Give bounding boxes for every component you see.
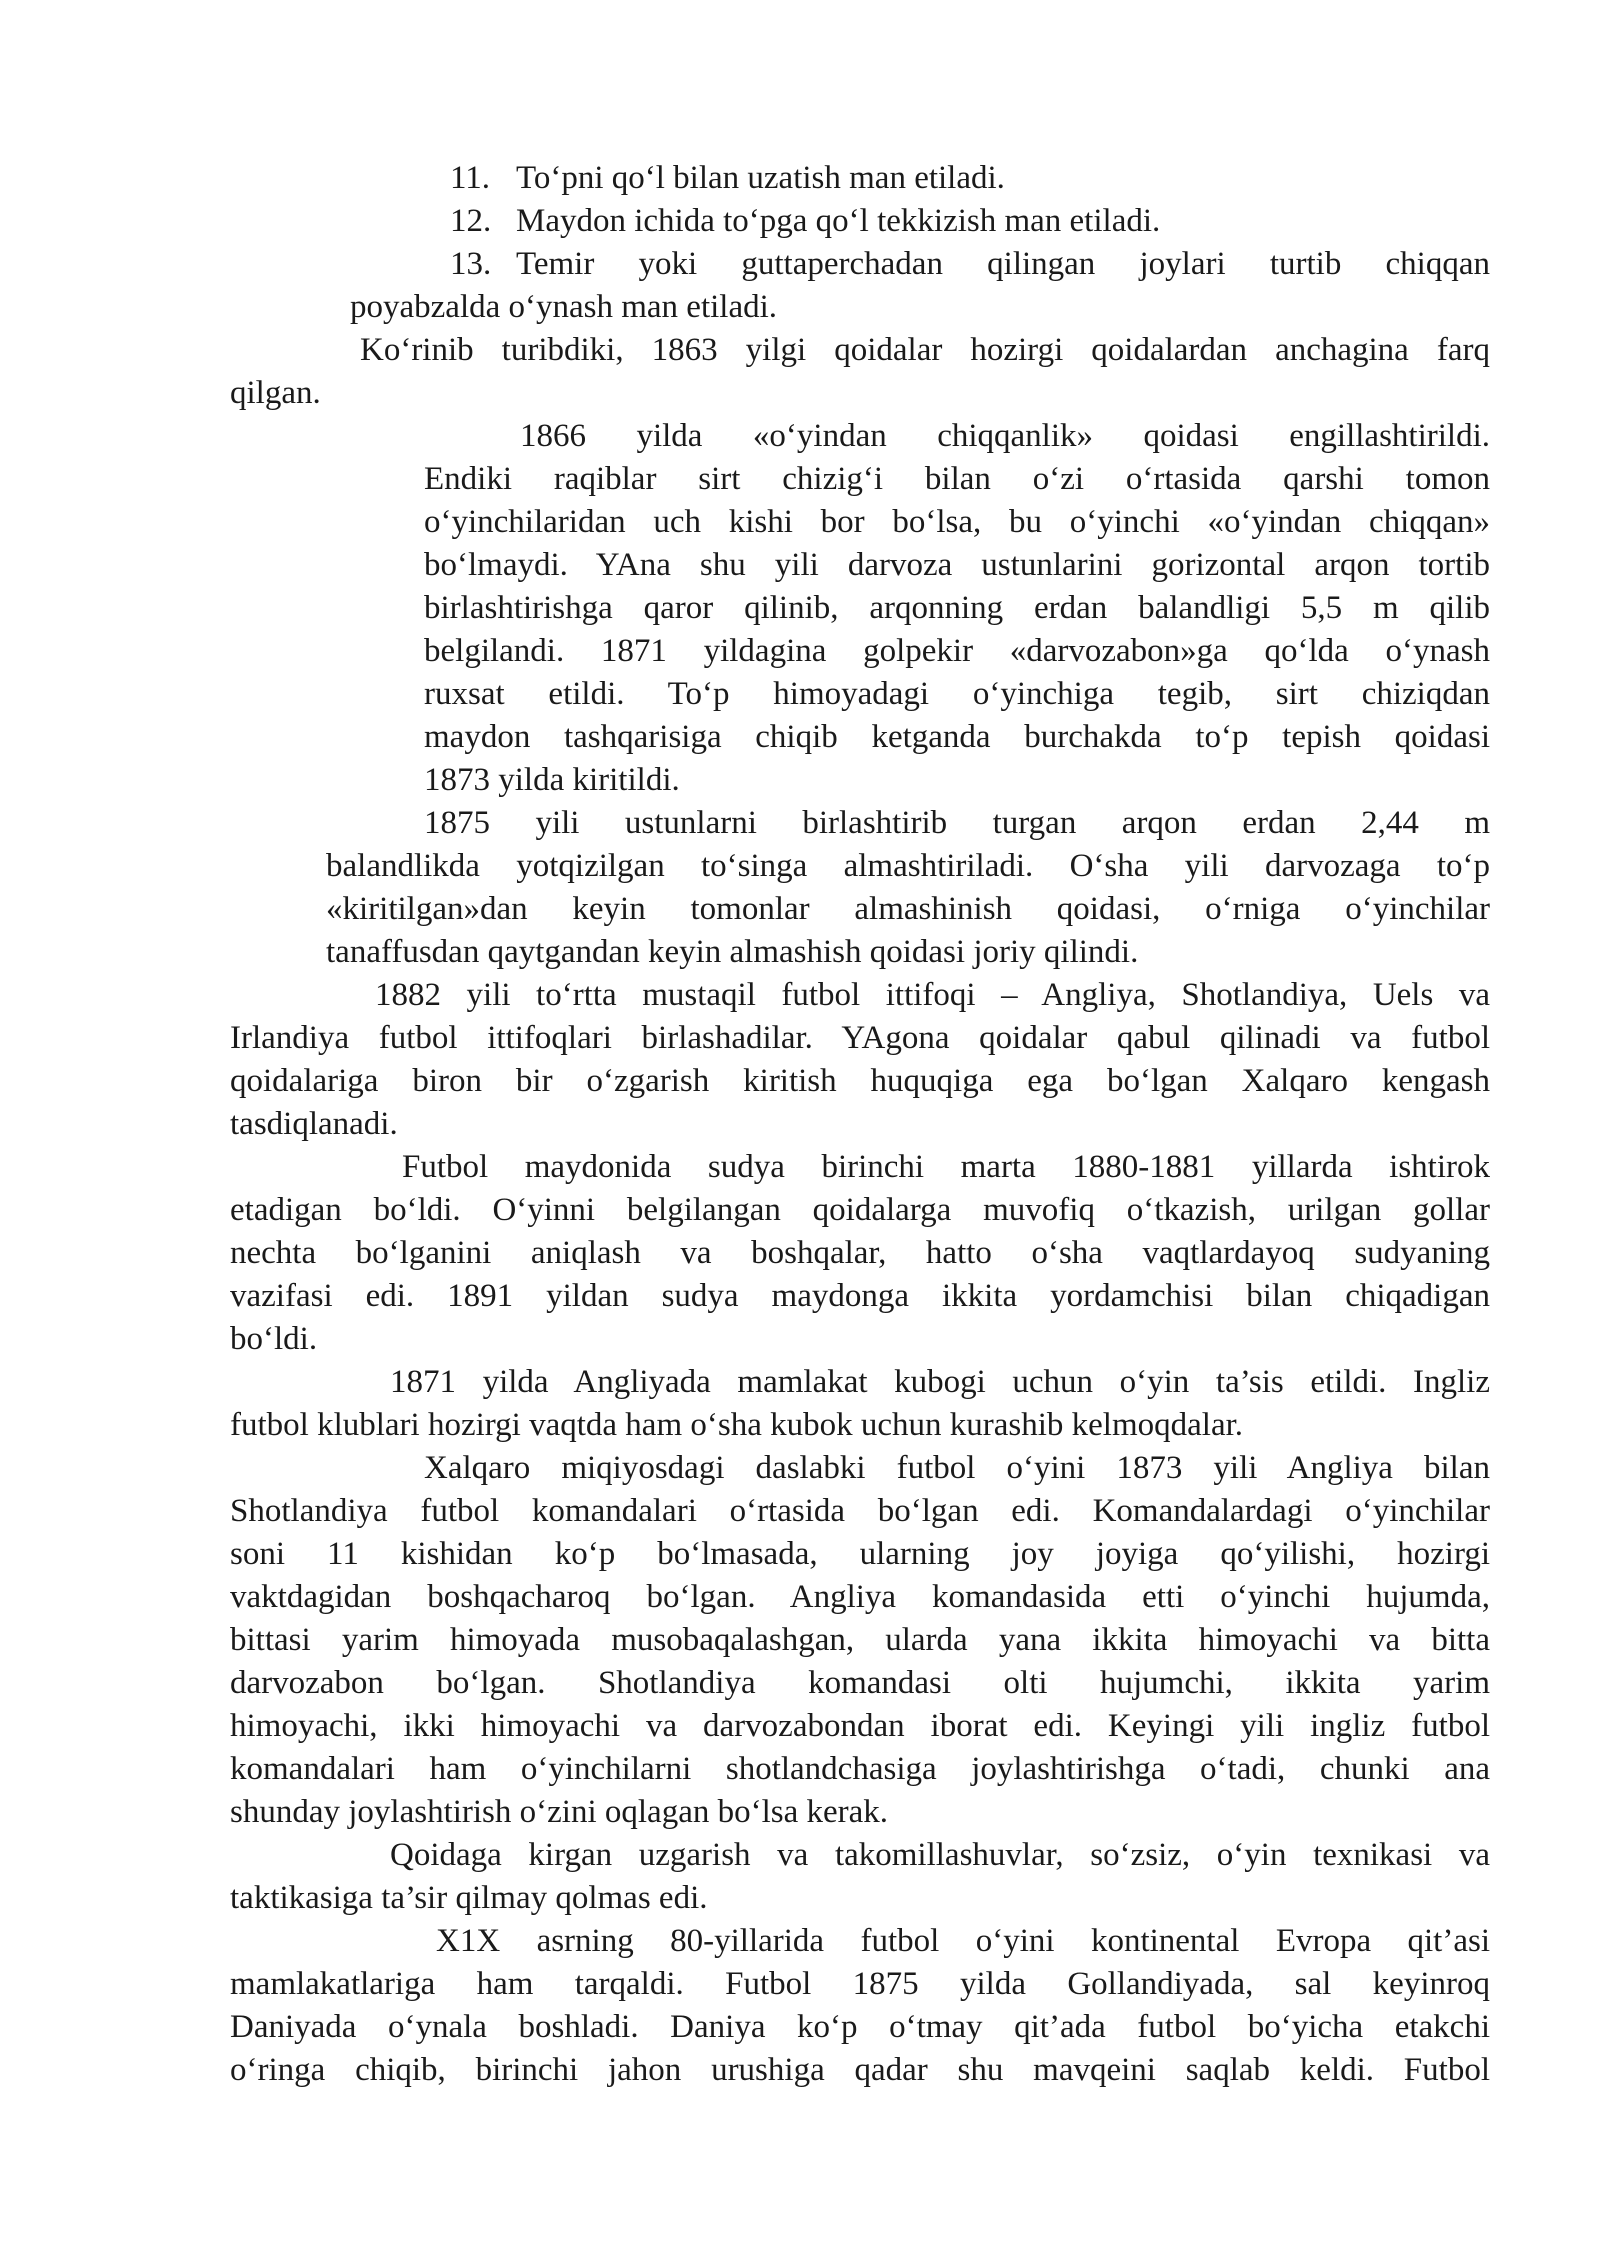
text-line: Xalqaro miqiyosdagi daslabki futbol o‘yini 1873 yili Angliya bilan	[424, 1450, 1490, 1486]
list-item	[450, 243, 1490, 286]
text-line: Endiki raqiblar sirt chizig‘i bilan o‘zi o‘rtasida qarshi tomon	[424, 461, 1490, 497]
list-text: To‘pni qo‘l bilan uzatish man etiladi.	[516, 160, 1005, 196]
text-line: Qoidaga kirgan uzgarish va takomillashuvlar, so‘zsiz, o‘yin texnikasi va	[390, 1837, 1490, 1873]
text-line: Futbol maydonida sudya birinchi marta 1880-1881 yillarda ishtirok	[402, 1149, 1490, 1185]
text-line: soni 11 kishidan ko‘p bo‘lmasada, ularning joy joyiga qo‘yilishi, hozirgi	[230, 1536, 1490, 1572]
text-line: 1866 yilda «o‘yindan chiqqanlik» qoidasi engillashtirildi.	[520, 418, 1490, 454]
text-line: qoidalariga biron bir o‘zgarish kiritish huquqiga ega bo‘lgan Xalqaro kengash	[230, 1063, 1490, 1099]
list-number: 11.	[450, 160, 491, 196]
text-line: X1X asrning 80-yillarida futbol o‘yini kontinental Evropa qit’asi	[436, 1923, 1490, 1959]
text-line: komandalari ham o‘yinchilarni shotlandchasiga joylashtirishga o‘tadi, chunki ana	[230, 1751, 1490, 1787]
text-line: shunday joylashtirish o‘zini oqlagan bo‘lsa kerak.	[230, 1794, 889, 1830]
list-item	[450, 157, 1005, 200]
text-line: qilgan.	[230, 375, 321, 411]
text-line: nechta bo‘lganini aniqlash va boshqalar, hatto o‘sha vaqtlardayoq sudyaning	[230, 1235, 1490, 1271]
text-line: bittasi yarim himoyada musobaqalashgan, ularda yana ikkita himoyachi va bitta	[230, 1622, 1490, 1658]
text-line: vaktdagidan boshqacharoq bo‘lgan. Angliya komandasida etti o‘yinchi hujumda,	[230, 1579, 1490, 1615]
text-line: ruxsat etildi. To‘p himoyadagi o‘yinchiga tegib, sirt chiziqdan	[424, 676, 1490, 712]
text-line: Ko‘rinib turibdiki, 1863 yilgi qoidalar hozirgi qoidalardan anchagina farq	[360, 332, 1490, 368]
list-item	[450, 200, 1160, 243]
text-line: belgilandi. 1871 yildagina golpekir «darvozabon»ga qo‘lda o‘ynash	[424, 633, 1490, 669]
text-line: birlashtirishga qaror qilinib, arqonning erdan balandligi 5,5 m qilib	[424, 590, 1490, 626]
list-number: 12.	[450, 203, 492, 239]
text-line: Irlandiya futbol ittifoqlari birlashadilar. YAgona qoidalar qabul qilinadi va futbol	[230, 1020, 1490, 1056]
text-line: etadigan bo‘ldi. O‘yinni belgilangan qoidalarga muvofiq o‘tkazish, urilgan gollar	[230, 1192, 1490, 1228]
list-text: Maydon ichida to‘pga qo‘l tekkizish man etiladi.	[516, 203, 1161, 239]
text-line: 1873 yilda kiritildi.	[424, 762, 680, 798]
text-line: bo‘ldi.	[230, 1321, 318, 1357]
text-line: darvozabon bo‘lgan. Shotlandiya komandasi olti hujumchi, ikkita yarim	[230, 1665, 1490, 1701]
text-line: tasdiqlanadi.	[230, 1106, 398, 1142]
text-line: 1882 yili to‘rtta mustaqil futbol ittifoqi – Angliya, Shotlandiya, Uels va	[375, 977, 1490, 1013]
list-number: 13.	[450, 246, 492, 282]
text-line: o‘yinchilaridan uch kishi bor bo‘lsa, bu o‘yinchi «o‘yindan chiqqan»	[424, 504, 1490, 540]
text-line: 1875 yili ustunlarni birlashtirib turgan arqon erdan 2,44 m	[424, 805, 1490, 841]
text-line: taktikasiga ta’sir qilmay qolmas edi.	[230, 1880, 708, 1916]
text-line: mamlakatlariga ham tarqaldi. Futbol 1875 yilda Gollandiyada, sal keyinroq	[230, 1966, 1490, 2002]
text-line: «kiritilgan»dan keyin tomonlar almashinish qoidasi, o‘rniga o‘yinchilar	[326, 891, 1490, 927]
text-line: balandlikda yotqizilgan to‘singa almashtiriladi. O‘sha yili darvozaga to‘p	[326, 848, 1490, 884]
text-line: o‘ringa chiqib, birinchi jahon urushiga qadar shu mavqeini saqlab keldi. Futbol	[230, 2052, 1490, 2088]
text-line: bo‘lmaydi. YAna shu yili darvoza ustunlarini gorizontal arqon tortib	[424, 547, 1490, 583]
text-line: tanaffusdan qaytgandan keyin almashish qoidasi joriy qilindi.	[326, 934, 1139, 970]
text-line: himoyachi, ikki himoyachi va darvozabondan iborat edi. Keyingi yili ingliz futbol	[230, 1708, 1490, 1744]
text-line: maydon tashqarisiga chiqib ketganda burchakda to‘p tepish qoidasi	[424, 719, 1490, 755]
list-text: Temir yoki guttaperchadan qilingan joylari turtib chiqqan	[516, 246, 1490, 282]
text-line: vazifasi edi. 1891 yildan sudya maydonga ikkita yordamchisi bilan chiqadigan	[230, 1278, 1490, 1314]
text-line: 1871 yilda Angliyada mamlakat kubogi uchun o‘yin ta’sis etildi. Ingliz	[390, 1364, 1490, 1400]
text-line: poyabzalda o‘ynash man etiladi.	[350, 289, 778, 325]
text-line: Daniyada o‘ynala boshladi. Daniya ko‘p o‘tmay qit’ada futbol bo‘yicha etakchi	[230, 2009, 1490, 2045]
text-line: futbol klublari hozirgi vaqtda ham o‘sha kubok uchun kurashib kelmoqdalar.	[230, 1407, 1244, 1443]
text-line: Shotlandiya futbol komandalari o‘rtasida bo‘lgan edi. Komandalardagi o‘yinchilar	[230, 1493, 1490, 1529]
